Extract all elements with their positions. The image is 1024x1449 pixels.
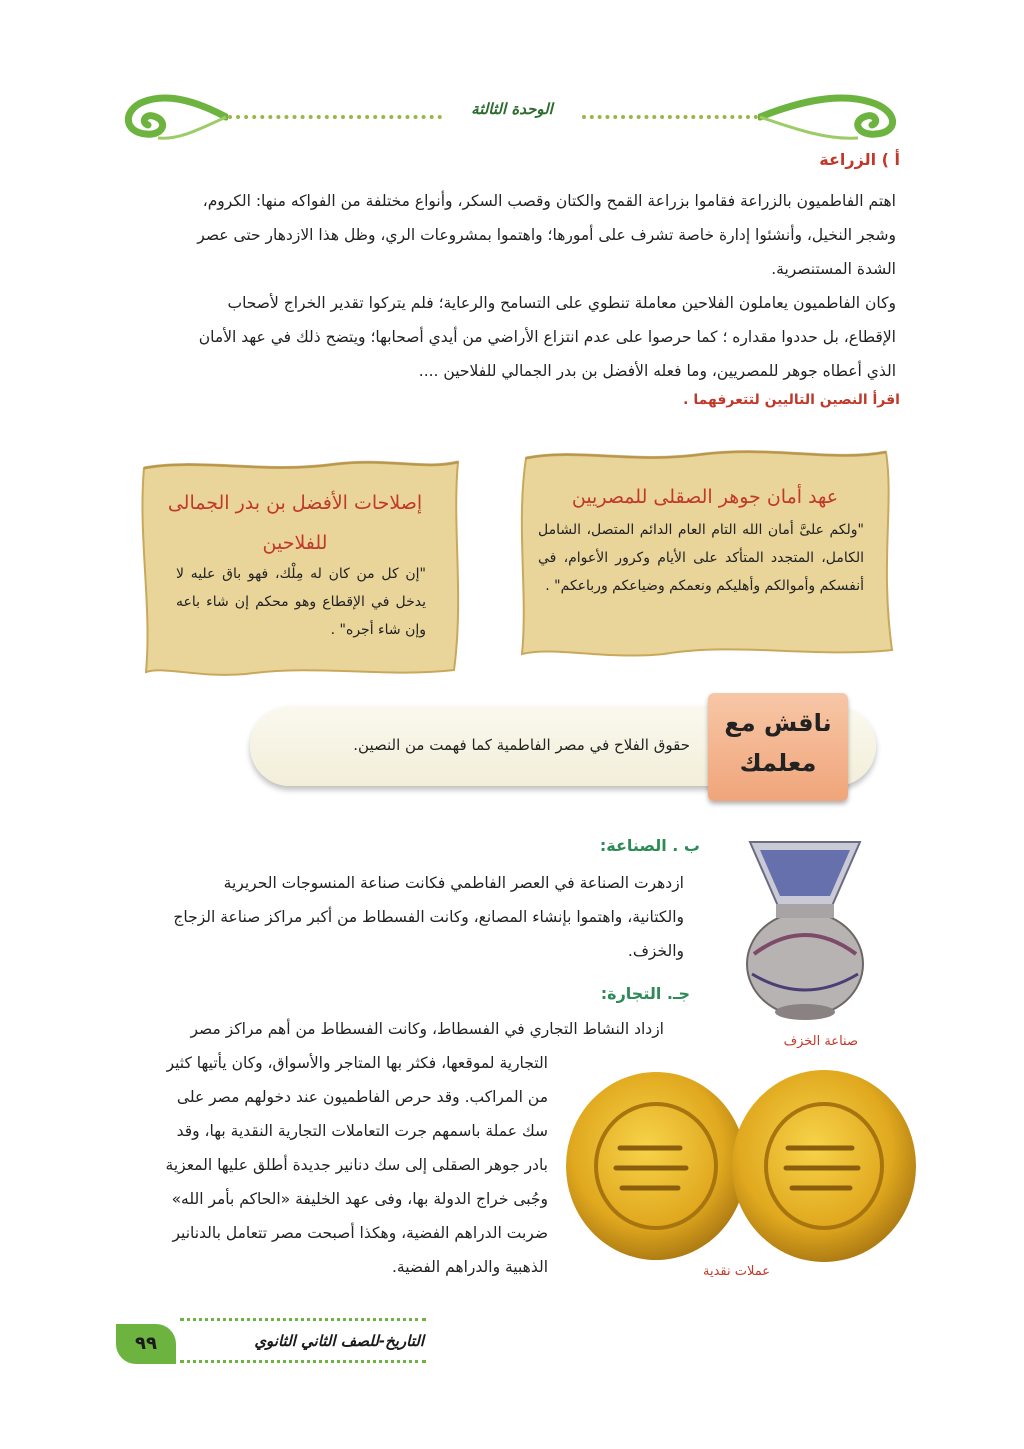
text-line: التجارية لموقعها، فكثر بها المتاجر والأسواق، وكان يأتيها كثير (166, 1054, 548, 1072)
text-line: ضربت الدراهم الفضية، وهكذا أصبحت مصر تتعامل بالدنانير (172, 1224, 548, 1242)
ceramic-lamp-image (740, 836, 870, 1024)
discuss-prompt: حقوق الفلاح في مصر الفاطمية كما فهمت من النصين. (353, 736, 690, 754)
card-body: "إن كل من كان له مِلْك، فهو باق عليه لا يدخل في الإقطاع وهو محكم إن شاء باعه وإن شاء أجره" . (176, 566, 426, 638)
footer-dots-bottom (180, 1360, 426, 1363)
header-ornament-right (758, 92, 908, 146)
gold-coins-image (560, 1068, 922, 1268)
card-body: "ولكم علىَّ أمان الله التام العام الدائم المتصل، الشامل الكامل، المتجدد المتأكد على الأيام وكرور الأعوام، في أنفسكم وأموالكم وأهليكم ونعمكم وضياعكم ورباعكم" . (538, 522, 864, 594)
text-card-left (136, 456, 466, 678)
text-line: والكتانية، واهتموا بإنشاء المصانع، وكانت الفسطاط من أكبر مراكز صناعة الزجاج (173, 908, 684, 926)
book-title: التاريخ-للصف الثاني الثانوي (254, 1332, 424, 1350)
agriculture-heading: أ ) الزراعة (819, 150, 900, 169)
header-dots-right (582, 115, 758, 119)
industry-paragraph (118, 866, 684, 968)
text-line: الشدة المستنصرية. (771, 260, 896, 278)
header-dots-left (228, 115, 442, 119)
text-line: اهتم الفاطميون بالزراعة فقاموا بزراعة القمح والكتان وقصب السكر، وأنواع مختلفة من الفواكه منها: الكروم، (202, 192, 896, 210)
card-title: إصلاحات الأفضل بن بدر الجمالى (167, 492, 423, 514)
text-card-right (514, 444, 896, 660)
page-number: ٩٩ (116, 1324, 176, 1364)
text-line: سك عملة باسمهم جرت التعاملات التجارية النقدية بها، وقد (176, 1122, 548, 1140)
text-line: من المراكب. وقد حرص الفاطميون عند دخولهم مصر على (176, 1088, 548, 1106)
text-line: وشجر النخيل، وأنشئوا إدارة خاصة تشرف على أمورها؛ واهتموا بمشروعات الري، وظل هذا الازدهار حتى عصر (197, 226, 896, 244)
discuss-with-teacher-badge (708, 693, 848, 801)
trade-heading: جـ. التجارة: (600, 984, 690, 1003)
text-line: وكان الفاطميون يعاملون الفلاحين معاملة تنطوي على التسامح والرعاية؛ فلم يتركوا تقدير الخراج لأصحاب (227, 294, 896, 312)
agriculture-paragraph (116, 184, 896, 388)
trade-paragraph-top (118, 1012, 664, 1046)
badge-line: معلمك (739, 749, 817, 777)
text-line: والخزف. (627, 942, 684, 960)
card-title-line2: للفلاحين (262, 532, 328, 554)
coins-caption: عملات نقدية (702, 1264, 770, 1279)
header-ornament-left (118, 92, 228, 146)
text-line: الإقطاع، بل حددوا مقداره ؛ كما حرصوا على عدم انتزاع الأراضي من أيدي أصحابها؛ ويتضح ذلك في عهد الأمان (198, 328, 896, 346)
industry-heading: ب . الصناعة: (599, 836, 700, 855)
badge-line: ناقش مع (724, 709, 832, 737)
footer-dots-top (180, 1318, 426, 1321)
text-line: ازدهرت الصناعة في العصر الفاطمي فكانت صناعة المنسوجات الحريرية (223, 874, 684, 892)
text-line: بادر جوهر الصقلى إلى سك دنانير جديدة أطلق عليها المعزية (165, 1156, 548, 1174)
text-line: ازداد النشاط التجاري في الفسطاط، وكانت الفسطاط من أهم مراكز مصر (190, 1020, 664, 1038)
trade-paragraph (118, 1046, 548, 1284)
text-line: وجُبى خراج الدولة بها، وفى عهد الخليفة «الحاكم بأمر الله» (171, 1190, 548, 1208)
text-line: الذهبية والدراهم الفضية. (391, 1258, 548, 1276)
ceramic-caption: صناعة الخزف (783, 1034, 858, 1049)
read-prompt: اقرأ النصين التاليين لتتعرفهما . (683, 392, 900, 408)
text-line: الذي أعطاه جوهر للمصريين، وما فعله الأفضل بن بدر الجمالي للفلاحين .... (418, 362, 896, 380)
card-title: عهد أمان جوهر الصقلى للمصريين (571, 486, 839, 508)
unit-title: الوحدة الثالثة (471, 100, 553, 118)
